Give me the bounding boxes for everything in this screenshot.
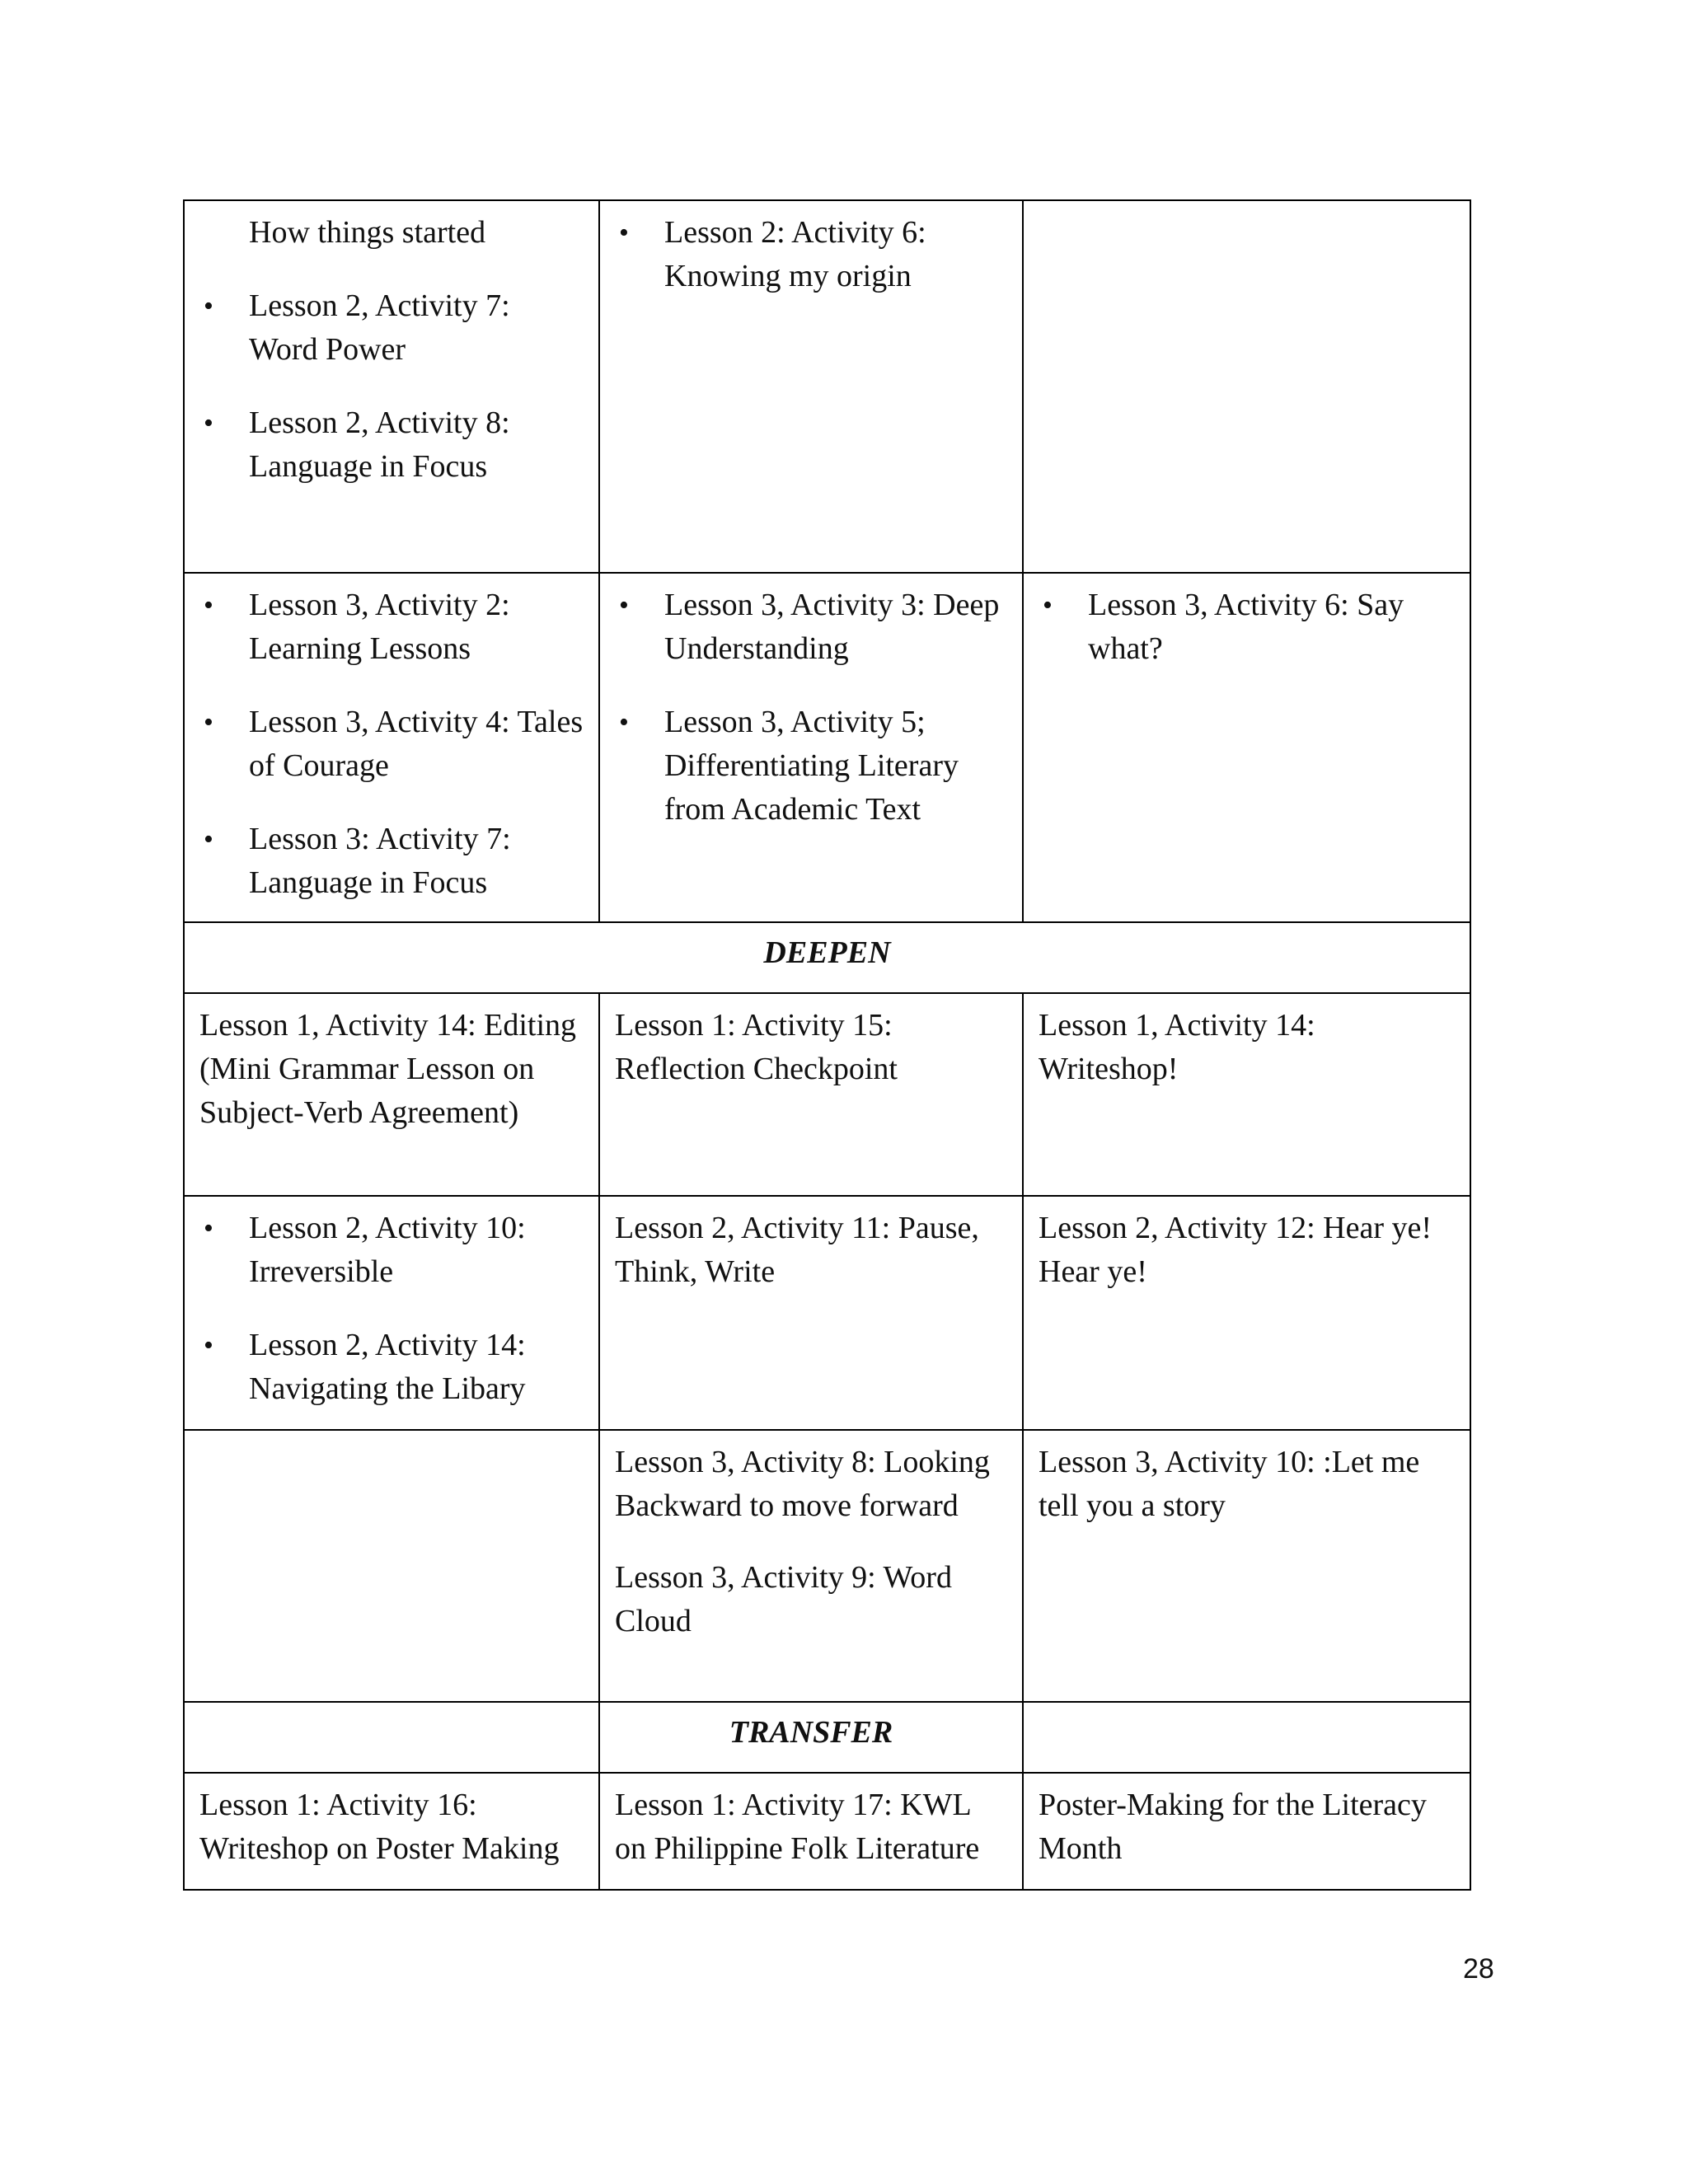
table-cell bbox=[184, 1702, 599, 1773]
table-cell: Lesson 2, Activity 12: Hear ye! Hear ye! bbox=[1023, 1196, 1470, 1430]
table-row bbox=[184, 200, 1470, 573]
list-item: • Lesson 3: Activity 7: Language in Focus bbox=[249, 818, 584, 905]
table-row bbox=[184, 573, 1470, 922]
table-cell bbox=[1023, 573, 1470, 922]
section-header-deepen: DEEPEN bbox=[184, 922, 1470, 993]
table-cell bbox=[599, 1430, 1023, 1702]
list-item: • Lesson 3, Activity 4: Tales of Courage bbox=[249, 701, 584, 788]
table-cell bbox=[599, 200, 1023, 573]
table-row bbox=[184, 993, 1470, 1196]
bullet-list bbox=[199, 1207, 584, 1411]
bullet-list bbox=[1039, 583, 1455, 671]
table-cell bbox=[184, 1196, 599, 1430]
activity-table bbox=[183, 199, 1471, 1891]
cell-text: How things started bbox=[249, 215, 486, 250]
table-cell: Lesson 1: Activity 15: Reflection Checkpoint bbox=[599, 993, 1023, 1196]
list-item: • Lesson 2, Activity 7: Word Power bbox=[249, 284, 584, 372]
table-cell: Poster-Making for the Literacy Month bbox=[1023, 1773, 1470, 1890]
bullet-list bbox=[199, 583, 584, 905]
bullet-list bbox=[199, 284, 584, 489]
bullet-list bbox=[615, 211, 1007, 298]
page-number: 28 bbox=[1463, 1953, 1494, 1985]
list-item: • Lesson 3, Activity 3: Deep Understanding bbox=[664, 583, 1007, 671]
table-cell bbox=[184, 1430, 599, 1702]
bullet-list bbox=[615, 583, 1007, 832]
list-item: • Lesson 2: Activity 6: Knowing my origin bbox=[664, 211, 1007, 298]
table-cell bbox=[599, 573, 1023, 922]
cell-paragraph: Lesson 3, Activity 8: Looking Backward to move forward bbox=[615, 1445, 990, 1523]
list-item: • Lesson 3, Activity 5; Differentiating Literary from Academic Text bbox=[664, 701, 1007, 832]
list-item: • Lesson 2, Activity 8: Language in Focus bbox=[249, 401, 584, 489]
table-cell bbox=[1023, 200, 1470, 573]
table-cell bbox=[184, 200, 599, 573]
list-item: • Lesson 2, Activity 14: Navigating the Libary bbox=[249, 1324, 584, 1411]
table-row bbox=[184, 1196, 1470, 1430]
cell-paragraph: Lesson 3, Activity 9: Word Cloud bbox=[615, 1560, 952, 1638]
table-cell: Lesson 1, Activity 14: Editing (Mini Grammar Lesson on Subject-Verb Agreement) bbox=[184, 993, 599, 1196]
table-row bbox=[184, 1430, 1470, 1702]
table-cell: Lesson 3, Activity 10: :Let me tell you a story bbox=[1023, 1430, 1470, 1702]
table-row bbox=[184, 922, 1470, 993]
table-cell: Lesson 1, Activity 14: Writeshop! bbox=[1023, 993, 1470, 1196]
table-row bbox=[184, 1702, 1470, 1773]
table-row bbox=[184, 1773, 1470, 1890]
list-item: • Lesson 3, Activity 2: Learning Lessons bbox=[249, 583, 584, 671]
section-header-transfer: TRANSFER bbox=[599, 1702, 1023, 1773]
table-cell bbox=[1023, 1702, 1470, 1773]
list-item: • Lesson 2, Activity 10: Irreversible bbox=[249, 1207, 584, 1294]
table-cell: Lesson 1: Activity 16: Writeshop on Poster Making bbox=[184, 1773, 599, 1890]
table-cell: Lesson 2, Activity 11: Pause, Think, Write bbox=[599, 1196, 1023, 1430]
table-cell bbox=[184, 573, 599, 922]
list-item: • Lesson 3, Activity 6: Say what? bbox=[1088, 583, 1455, 671]
table-cell: Lesson 1: Activity 17: KWL on Philippine Folk Literature bbox=[599, 1773, 1023, 1890]
